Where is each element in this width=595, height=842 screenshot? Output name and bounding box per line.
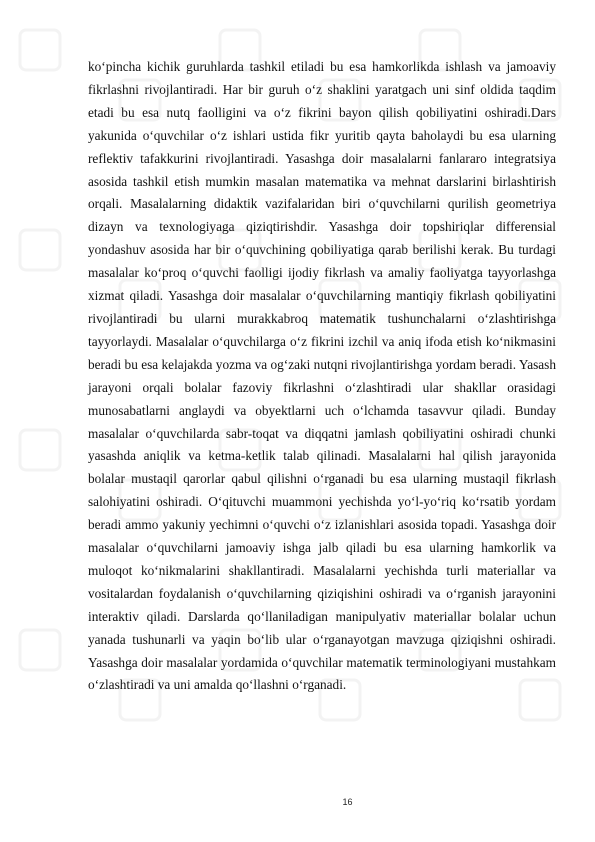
page-number: 16 [342, 797, 353, 807]
body-paragraph: ko‘pincha kichik guruhlarda tashkil etiladi bu esa hamkorlikda ishlash va jamoaviy fikrlashni rivojlantiradi. Har bir guruh o‘z shaklini yaratgach uni sinf oldida taqdim etadi bu esa nutq faolligini va o‘z fikrini bayon qilish qobiliyatini oshiradi.Dars yakunida o‘quvchilar o‘z ishlari ustida fikr yuritib qayta baholaydi bu esa ularning reflektiv tafakkurini rivojlantiradi. Yasashga doir masalalarni fanlararo integratsiya asosida tashkil etish mumkin masalan matematika va mehnat darslarini birlashtirish orqali. Masalalarning didaktik vazifalaridan biri o‘quvchilarni qurilish geometriya dizayn va texnologiyaga qiziqtirishdir. Yasashga doir topshiriqlar differensial yondashuv asosida har bir o‘quvchining qobiliyatiga qarab berilishi kerak. Bu turdagi masalalar ko‘proq o‘quvchi faolligi ijodiy fikrlash va amaliy faoliyatga tayyorlashga xizmat qiladi. Yasashga doir masalalar o‘quvchilarning mantiqiy fikrlash qobiliyatini rivojlantiradi bu ularni murakkabroq matematik tushunchalarni o‘zlashtirishga tayyorlaydi. Masalalar o‘quvchilarga o‘z fikrini izchil va aniq ifoda etish ko‘nikmasini beradi bu esa kelajakda yozma va og‘zaki nutqni rivojlantirishga yordam beradi. Yasash jarayoni orqali bolalar fazoviy fikrlashni o‘zlashtiradi ular shakllar orasidagi munosabatlarni anglaydi va obyektlarni uch o‘lchamda tasavvur qiladi. Bunday masalalar o‘quvchilarda sabr-toqat va diqqatni jamlash qobiliyatini oshiradi chunki yasashda aniqlik va ketma-ketlik talab qilinadi. Masalalarni hal qilish jarayonida bolalar mustaqil qarorlar qabul qilishni o‘rganadi bu esa ularning mustaqil fikrlash salohiyatini oshiradi. O‘qituvchi muammoni yechishda yo‘l-yo‘riq ko‘rsatib yordam beradi ammo yakuniy yechimni o‘quvchi o‘z izlanishlari asosida topadi. Yasashga doir masalalar o‘quvchilarni jamoaviy ishga jalb qiladi bu esa ularning hamkorlik va muloqot ko‘nikmalarini shakllantiradi. Masalalarni yechishda turli materiallar va vositalardan foydalanish o‘quvchilarning qiziqishini oshiradi va o‘rganish jarayonini interaktiv qiladi. Darslarda qo‘llaniladigan manipulyativ materiallar bolalar uchun yanada tushunarli va yaqin bo‘lib ular o‘rganayotgan mavzuga qiziqishni oshiradi. Yasashga doir masalalar yordamida o‘quvchilar matematik terminologiyani mustahkam o‘zlashtiradi va uni amalda qo‘llashni o‘rganadi. [88, 59, 556, 693]
